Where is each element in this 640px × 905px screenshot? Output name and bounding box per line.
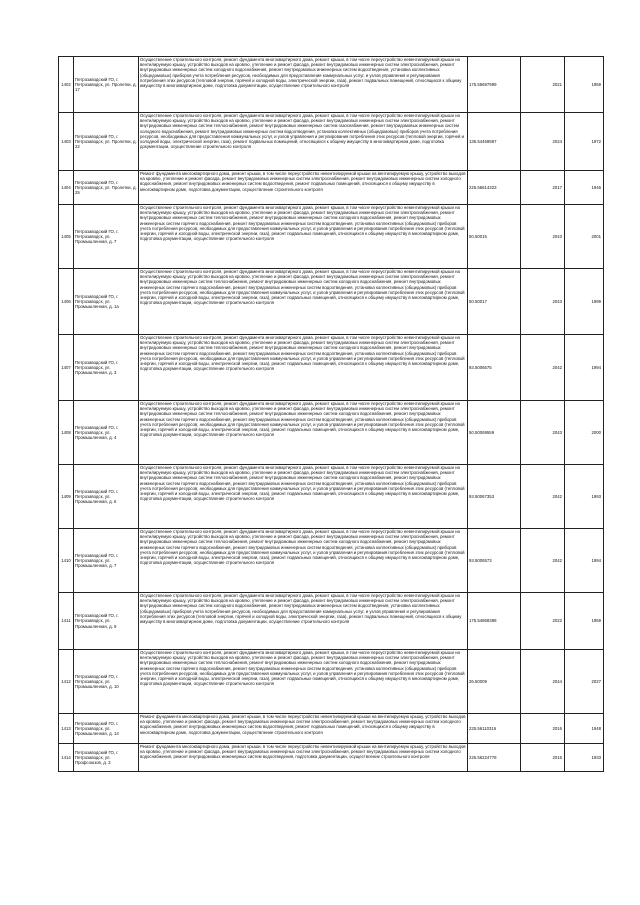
works-cell: Осуществление строительного контроля, ремонт фундамента многоквартирного дома, ремонт крыши, в том числе переустройство невентилируемой крыши на вентилируемую крышу, устройство выходов на кровлю, утепление и ремонт фасада, ремонт внутридомовых инженерных систем электроснабжения, ремонт внутридомовых инженерных систем холодного водоснабжения, ремонт внутридомовых инженерных систем водоотведения, установка коллективных (общедомовых) приборов учета потребления ресурсов, необходимых для предоставления коммунальных услуг, и узлов управления и регулирования потребления этих ресурсов (тепловой энергии, горячей и холодной воды, электрической энергии, газа), ремонт подвальных помещений, относящихся к общему имуществу в многоквартирном доме, подготовка документации, осуществление строительного контроля: [139, 57, 468, 113]
table-row: [59, 465, 604, 529]
row-number: 1413: [59, 714, 74, 744]
plan-year-cell: 2024: [521, 113, 565, 171]
works-cell: Ремонт фундамента многоквартирного дома, ремонт крыши, в том числе переустройство невентилируемой крыши на вентилируемую крышу, устройство выходов на кровлю, утепление и ремонт фасада, ремонт внутридомовых инженерных систем электроснабжения, ремонт внутридомовых инженерных систем холодного водоснабжения, ремонт внутридомовых инженерных систем водоотведения, ремонт подвальных помещений, относящихся к общему имуществу в многоквартирном доме, подготовка документации, осуществление строительного контроля: [139, 714, 468, 744]
table-row: [59, 57, 604, 113]
plan-year-cell: 2042: [521, 529, 565, 593]
row-number: 1410: [59, 529, 74, 593]
row-number: 1406: [59, 269, 74, 335]
plan-year-cell: 2043: [521, 269, 565, 335]
works-cell: Осуществление строительного контроля, ремонт фундамента многоквартирного дома, ремонт крыши, в том числе переустройство невентилируемой крыши на вентилируемую крышу, устройство выходов на кровлю, утепление и ремонт фасада, ремонт внутридомовых инженерных систем электроснабжения, ремонт внутридомовых инженерных систем теплоснабжения, ремонт внутридомовых инженерных систем холодного водоснабжения, ремонт внутридомовых инженерных систем горячего водоснабжения, ремонт внутридомовых инженерных систем водоотведения, установка коллективных (общедомовых) приборов учета потребления ресурсов, необходимых для предоставления коммунальных услуг, и узлов управления и регулирования потребления этих ресурсов (тепловой энергии, горячей и холодной воды, электрической энергии, газа), ремонт подвальных помещений, относящихся к общему имуществу в многоквартирном доме, подготовка документации, осуществление строительного контроля: [139, 465, 468, 529]
plan-year-cell: 2042: [521, 465, 565, 529]
cadastre-cell: 175.55697999: [468, 57, 521, 113]
build-year-cell: 1959: [565, 593, 604, 650]
build-year-cell: 1946: [565, 171, 604, 205]
table-row: [59, 529, 604, 593]
address-cell: Петрозаводский ГО, г. Петрозаводск, ул. Промышленная, д. 6: [74, 465, 139, 529]
address-cell: Петрозаводский ГО, г. Петрозаводск, ул. Пролетки, д. 22: [74, 113, 139, 171]
works-cell: Осуществление строительного контроля, ремонт фундамента многоквартирного дома, ремонт крыши, в том числе переустройство невентилируемой крыши на вентилируемую крышу, устройство выходов на кровлю, утепление и ремонт фасада, ремонт внутридомовых инженерных систем электроснабжения, ремонт внутридомовых инженерных систем теплоснабжения, ремонт внутридомовых инженерных систем холодного водоснабжения, ремонт внутридомовых инженерных систем горячего водоснабжения, ремонт внутридомовых инженерных систем водоотведения, установка коллективных (общедомовых) приборов учета потребления ресурсов, необходимых для предоставления коммунальных услуг, и узлов управления и регулирования потребления этих ресурсов (тепловой энергии, горячей и холодной воды, электрической энергии, газа), ремонт подвальных помещений, относящихся к общему имуществу в многоквартирном доме, подготовка документации, осуществление строительного контроля: [139, 205, 468, 269]
plan-year-cell: 2021: [521, 57, 565, 113]
table-row: [59, 113, 604, 171]
plan-year-cell: 2044: [521, 650, 565, 714]
build-year-cell: 1972: [565, 113, 604, 171]
address-cell: Петрозаводский ГО, г. Петрозаводск, ул. Промышленная, д. 3: [74, 335, 139, 401]
row-number: 1412: [59, 650, 74, 714]
cadastre-cell: 135.54459987: [468, 113, 521, 171]
table-row: [59, 269, 604, 335]
table-row: [59, 650, 604, 714]
address-cell: Петрозаводский ГО, г. Петрозаводск, ул. Промышленная, д. 4: [74, 401, 139, 465]
address-cell: Петрозаводский ГО, г. Петрозаводск, ул. Промышленная, д. 9: [74, 593, 139, 650]
cadastre-cell: 175.54868388: [468, 593, 521, 650]
build-year-cell: 2000: [565, 401, 604, 465]
build-year-cell: 1994: [565, 529, 604, 593]
plan-year-cell: 2042: [521, 335, 565, 401]
address-cell: Петрозаводский ГО, г. Петрозаводск, ул. Промышленная, д. 7: [74, 205, 139, 269]
works-cell: Осуществление строительного контроля, ремонт фундамента многоквартирного дома, ремонт крыши, в том числе переустройство невентилируемой крыши на вентилируемую крышу, устройство выходов на кровлю, утепление и ремонт фасада, ремонт внутридомовых инженерных систем электроснабжения, ремонт внутридомовых инженерных систем холодного водоснабжения, ремонт внутридомовых инженерных систем водоотведения, установка коллективных (общедомовых) приборов учета потребления ресурсов, необходимых для предоставления коммунальных услуг, и узлов управления и регулирования потребления этих ресурсов (тепловой энергии, горячей и холодной воды, электрической энергии, газа), ремонт подвальных помещений, относящихся к общему имуществу в многоквартирном доме, подготовка документации, осуществление строительного контроля: [139, 593, 468, 650]
works-cell: Осуществление строительного контроля, ремонт фундамента многоквартирного дома, ремонт крыши, в том числе переустройство невентилируемой крыши на вентилируемую крышу, устройство выходов на кровлю, утепление и ремонт фасада, ремонт внутридомовых инженерных систем электроснабжения, ремонт внутридомовых инженерных систем теплоснабжения, ремонт внутридомовых инженерных систем холодного водоснабжения, ремонт внутридомовых инженерных систем горячего водоснабжения, ремонт внутридомовых инженерных систем водоотведения, установка коллективных (общедомовых) приборов учета потребления ресурсов, необходимых для предоставления коммунальных услуг, и узлов управления и регулирования потребления этих ресурсов (тепловой энергии, горячей и холодной воды, электрической энергии, газа), ремонт подвальных помещений, относящихся к общему имуществу в многоквартирном доме, подготовка документации, осуществление строительного контроля: [139, 529, 468, 593]
works-cell: Ремонт фундамента многоквартирного дома, ремонт крыши, в том числе переустройство невентилируемой крыши на вентилируемую крышу, устройство выходов на кровлю, утепление и ремонт фасада, ремонт внутридомовых инженерных систем электроснабжения, ремонт внутридомовых инженерных систем холодного водоснабжения, ремонт внутридомовых инженерных систем водоотведения, ремонт подвальных помещений, относящихся к общему имуществу в многоквартирном доме, подготовка документации, осуществление строительного контроля: [139, 171, 468, 205]
works-cell: Осуществление строительного контроля, ремонт фундамента многоквартирного дома, ремонт крыши, в том числе переустройство невентилируемой крыши на вентилируемую крышу, устройство выходов на кровлю, утепление и ремонт фасада, ремонт внутридомовых инженерных систем электроснабжения, ремонт внутридомовых инженерных систем теплоснабжения, ремонт внутридомовых инженерных систем холодного водоснабжения, ремонт внутридомовых инженерных систем горячего водоснабжения, ремонт внутридомовых инженерных систем водоотведения, установка коллективных (общедомовых) приборов учета потребления ресурсов, необходимых для предоставления коммунальных услуг, и узлов управления и регулирования потребления этих ресурсов (тепловой энергии, горячей и холодной воды, электрической энергии, газа), ремонт подвальных помещений, относящихся к общему имуществу в многоквартирном доме, подготовка документации, осуществление строительного контроля: [139, 401, 468, 465]
row-number: 1408: [59, 401, 74, 465]
cadastre-cell: 225.56224778: [468, 744, 521, 772]
plan-year-cell: 2043: [521, 205, 565, 269]
row-number: 1409: [59, 465, 74, 529]
plan-year-cell: 2016: [521, 714, 565, 744]
row-number: 1402: [59, 57, 74, 113]
build-year-cell: 2027: [565, 650, 604, 714]
table-row: [59, 744, 604, 772]
address-cell: Петрозаводский ГО, г. Петрозаводск, ул. Пролетки, д. 17: [74, 57, 139, 113]
table-row: [59, 401, 604, 465]
row-number: 1404: [59, 171, 74, 205]
build-year-cell: 1999: [565, 269, 604, 335]
row-number: 1411: [59, 593, 74, 650]
row-number: 1405: [59, 205, 74, 269]
build-year-cell: 1993: [565, 465, 604, 529]
address-cell: Петрозаводский ГО, г. Петрозаводск, ул. Пролетки, д. 25: [74, 171, 139, 205]
build-year-cell: 1948: [565, 714, 604, 744]
works-cell: Осуществление строительного контроля, ремонт фундамента многоквартирного дома, ремонт крыши, в том числе переустройство невентилируемой крыши на вентилируемую крышу, устройство выходов на кровлю, утепление и ремонт фасада, ремонт внутридомовых инженерных систем электроснабжения, ремонт внутридомовых инженерных систем теплоснабжения, ремонт внутридомовых инженерных систем холодного водоснабжения, ремонт внутридомовых инженерных систем горячего водоснабжения, ремонт внутридомовых инженерных систем водоотведения, установка коллективных (общедомовых) приборов учета потребления ресурсов, необходимых для предоставления коммунальных услуг, и узлов управления и регулирования потребления этих ресурсов (тепловой энергии, горячей и холодной воды, электрической энергии, газа), ремонт подвальных помещений, относящихся к общему имуществу в многоквартирном доме, подготовка документации, осуществление строительного контроля: [139, 269, 468, 335]
plan-year-cell: 2043: [521, 401, 565, 465]
cadastre-cell: 93.5006573: [468, 529, 521, 593]
works-cell: Осуществление строительного контроля, ремонт фундамента многоквартирного дома, ремонт крыши, в том числе переустройство невентилируемой крыши на вентилируемую крышу, устройство выходов на кровлю, утепление и ремонт фасада, ремонт внутридомовых инженерных систем электроснабжения, ремонт внутридомовых инженерных систем теплоснабжения, ремонт внутридомовых инженерных систем холодного водоснабжения, ремонт внутридомовых инженерных систем горячего водоснабжения, ремонт внутридомовых инженерных систем водоотведения, установка коллективных (общедомовых) приборов учета потребления ресурсов, необходимых для предоставления коммунальных услуг, и узлов управления и регулирования потребления этих ресурсов (тепловой энергии, горячей и холодной воды, электрической энергии, газа), ремонт подвальных помещений, относящихся к общему имуществу в многоквартирном доме, подготовка документации, осуществление строительного контроля: [139, 335, 468, 401]
table-row: [59, 171, 604, 205]
works-cell: Осуществление строительного контроля, ремонт фундамента многоквартирного дома, ремонт крыши, в том числе переустройство невентилируемой крыши на вентилируемую крышу, устройство выходов на кровлю, утепление и ремонт фасада, ремонт внутридомовых инженерных систем электроснабжения, ремонт внутридомовых инженерных систем теплоснабжения, ремонт внутридомовых инженерных систем холодного водоснабжения, ремонт внутридомовых инженерных систем горячего водоснабжения, ремонт внутридомовых инженерных систем водоотведения, установка коллективных (общедомовых) приборов учета потребления ресурсов, необходимых для предоставления коммунальных услуг, и узлов управления и регулирования потребления этих ресурсов (тепловой энергии, горячей и холодной воды, электрической энергии, газа), ремонт подвальных помещений, относящихся к общему имуществу в многоквартирном доме, подготовка документации, осуществление строительного контроля: [139, 650, 468, 714]
cadastre-cell: 93.50067353: [468, 465, 521, 529]
row-number: 1407: [59, 335, 74, 401]
works-cell: Ремонт фундамента многоквартирного дома, ремонт крыши, в том числе переустройство невентилируемой крыши на вентилируемую крышу, устройство выходов на кровлю, утепление и ремонт фасада, ремонт внутридомовых инженерных систем электроснабжения, ремонт внутридомовых инженерных систем холодного водоснабжения, ремонт внутридомовых инженерных систем водоотведения, подготовка документации, осуществление строительного контроля: [139, 744, 468, 772]
build-year-cell: 1994: [565, 335, 604, 401]
build-year-cell: 2001: [565, 205, 604, 269]
build-year-cell: 1933: [565, 744, 604, 772]
address-cell: Петрозаводский ГО, г. Петрозаводск, ул. Профсоюзов, д. 3: [74, 744, 139, 772]
cadastre-cell: 50.50015: [468, 205, 521, 269]
cadastre-cell: 225.56110316: [468, 714, 521, 744]
table-row: [59, 205, 604, 269]
cadastre-cell: 50.50069559: [468, 401, 521, 465]
plan-year-cell: 2016: [521, 744, 565, 772]
table-row: [59, 335, 604, 401]
address-cell: Петрозаводский ГО, г. Петрозаводск, ул. Промышленная, д. 14: [74, 714, 139, 744]
address-cell: Петрозаводский ГО, г. Петрозаводск, ул. Промышленная, д. 1а: [74, 269, 139, 335]
cadastre-cell: 225.56614323: [468, 171, 521, 205]
plan-year-cell: 2022: [521, 593, 565, 650]
plan-year-cell: 2017: [521, 171, 565, 205]
cadastre-cell: 50.50017: [468, 269, 521, 335]
table-body: [59, 57, 604, 772]
row-number: 1414: [59, 744, 74, 772]
address-cell: Петрозаводский ГО, г. Петрозаводск, ул. Промышленная, д. 7: [74, 529, 139, 593]
table-row: [59, 593, 604, 650]
address-cell: Петрозаводский ГО, г. Петрозаводск, ул. Промышленная, д. 10: [74, 650, 139, 714]
document-table: [58, 56, 604, 772]
row-number: 1403: [59, 113, 74, 171]
table-row: [59, 714, 604, 744]
cadastre-cell: 93.5006575: [468, 335, 521, 401]
cadastre-cell: 26.50009: [468, 650, 521, 714]
build-year-cell: 1959: [565, 57, 604, 113]
works-cell: Осуществление строительного контроля, ремонт фундамента многоквартирного дома, ремонт крыши, в том числе переустройство невентилируемой крыши на вентилируемую крышу, устройство выходов на кровлю, утепление и ремонт фасада, ремонт внутридомовых инженерных систем электроснабжения, ремонт внутридомовых инженерных систем теплоснабжения, ремонт внутридомовых инженерных систем газоснабжения, ремонт внутридомовых инженерных систем холодного водоснабжения, ремонт внутридомовых инженерных систем водоотведения, установка коллективных (общедомовых) приборов учета потребления ресурсов, необходимых для предоставления коммунальных услуг, и узлов управления и регулирования потребления этих ресурсов (тепловой энергии, горячей и холодной воды, электрической энергии, газа), ремонт подвальных помещений, относящихся к общему имуществу в многоквартирном доме, подготовка документации, осуществление строительного контроля: [139, 113, 468, 171]
